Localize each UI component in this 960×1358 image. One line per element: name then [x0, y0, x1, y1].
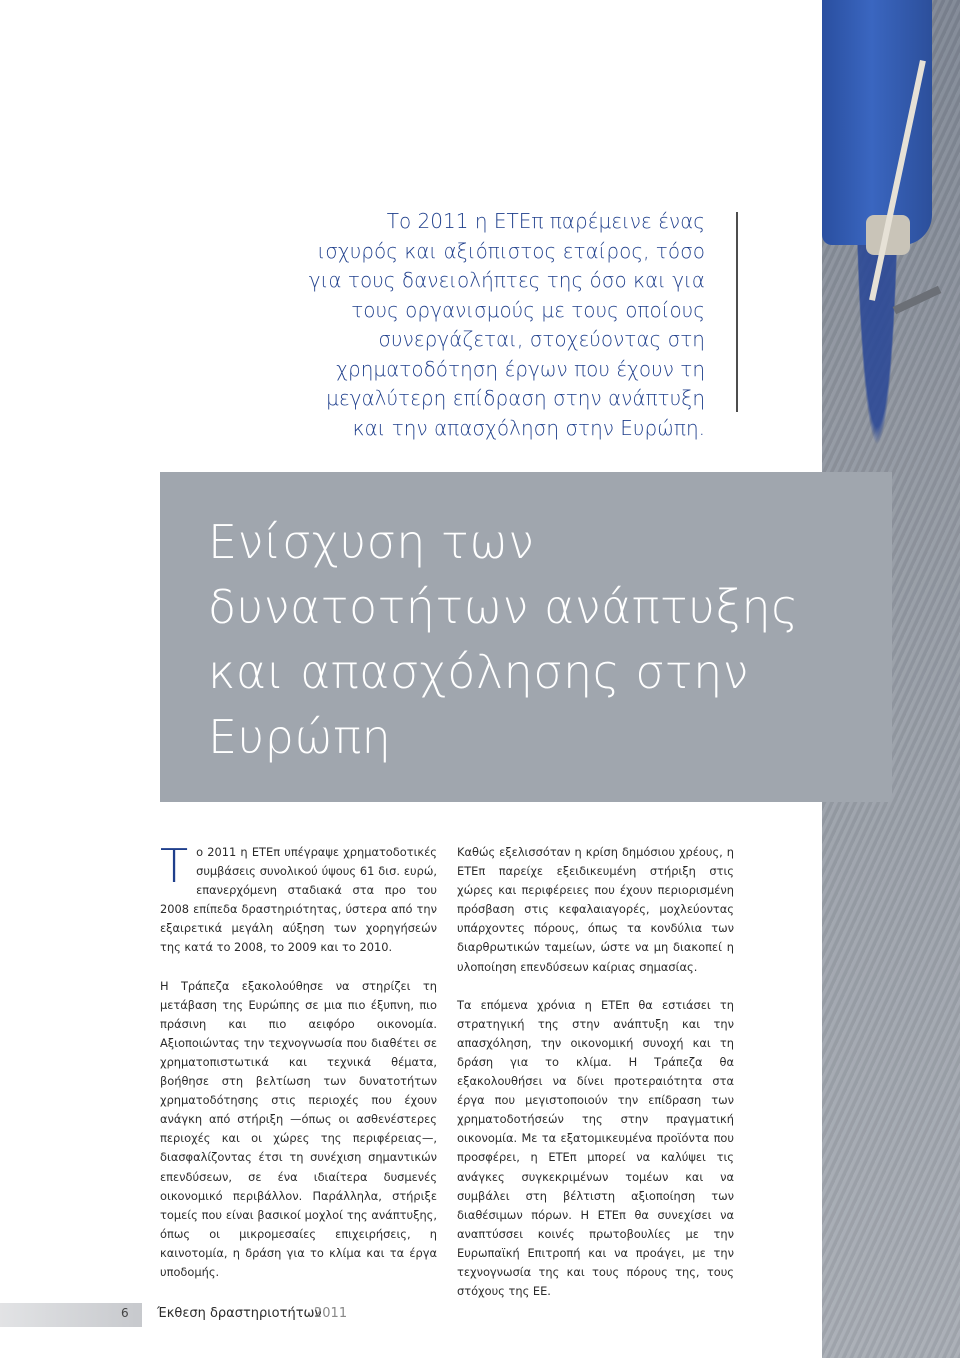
- right-paragraph-2: Τα επόμενα χρόνια η ΕΤΕπ θα εστιάσει τη στρατηγική της στην ανάπτυξη και την απασχόληση, την οικονομική συνοχή και τη δράση για το κλίμα. Η Τράπεζα θα εξακολουθήσει να δίνει προτεραιότητα στα έργα που μεγιστοποιούν την επίδραση των χρηματοδοτήσεών της στην πραγματική οικονομία. Με τα εξατομικευμένα προϊόντα που προσφέρει, η ΕΤΕπ μπορεί να καλύψει τις ανάγκες συγκεκριμένων τομέων και να συμβάλει στη βέλτιστη αξιοποίηση των διαθέσιμων πόρων. Η ΕΤΕπ θα συνεχίσει να αναπτύσσει κοινές πρωτοβουλίες με την Ευρωπαϊκή Επιτροπή και να προάγει, με την τεχνογνωσία της και τους πόρους της, τους στόχους της ΕΕ.: [457, 997, 734, 1299]
- tool-head-image: [893, 286, 942, 314]
- intro-divider: [736, 212, 738, 412]
- section-title-box: [160, 472, 892, 802]
- section-title-line-3: και απασχόλησης στην: [208, 645, 749, 699]
- page-number: 6: [121, 1306, 129, 1320]
- left-paragraph-1: [160, 839, 437, 958]
- section-title-line-1: Ενίσχυση των: [208, 515, 535, 569]
- left-paragraph-1-text: ο 2011 η ΕΤΕπ υπέγραψε χρηματοδοτικές συμβάσεις συνολικού ύψους 61 δισ. ευρώ, επανερχόμενη σταδιακά στα προ του 2008 επίπεδα δραστηριότητας, ύστερα από την εξαιρετικά μεγάλη αύξηση των χορηγήσεών της κατά το 2008, το 2009 και το 2010.: [160, 845, 437, 955]
- right-paragraph-1: Καθώς εξελισσόταν η κρίση δημόσιου χρέους, η ΕΤΕπ παρείχε εξειδικευμένη στήριξη στις χώρες και περιφέρειες που έχουν περιορισμένη πρόσβαση στις κεφαλαιαγορές, μοχλεύοντας υπάρχοντες πόρους, όπως τα κονδύλια των διαρθρωτικών ταμείων, ώστε να μη διακοπεί η υλοποίηση επενδύσεων καίριας σημασίας.: [457, 845, 734, 974]
- left-column: [160, 839, 437, 1301]
- worker-leg-image: [822, 0, 932, 245]
- footer-year: 2011: [314, 1306, 348, 1321]
- section-title-line-4: Ευρώπη: [208, 710, 392, 764]
- section-title: [208, 510, 799, 770]
- left-paragraph-2: Η Τράπεζα εξακολούθησε να στηρίζει τη μετάβαση της Ευρώπης σε μια πιο έξυπνη, πιο πράσινη και πιο αειφόρο οικονομία. Αξιοποιώντας την τεχνογνωσία που διαθέτει σε χρηματοπιστωτικά και τεχνικά θέματα, βοήθησε στη βελτίωση των δυνατοτήτων χρηματοδότησης στις περιοχές που έχουν ανάγκη από στήριξη —όπως οι ασθενέστερες περιοχές και οι χώρες της περιφέρειας—, διασφαλίζοντας έτσι τη συνέχιση σημαντικών επενδύσεων, σε ένα ιδιαίτερα δυσμενές οικονομικό περιβάλλον. Παράλληλα, στήριξε τομείς που είναι βασικοί μοχλοί της ανάπτυξης, όπως οι μικρομεσαίες επιχειρήσεις, η καινοτομία, η δράση για το κλίμα και τα έργα υποδομής.: [160, 978, 437, 1279]
- section-title-line-2: δυνατοτήτων ανάπτυξης: [208, 580, 799, 634]
- drop-cap: Τ: [160, 839, 189, 893]
- right-column: [457, 843, 734, 1320]
- page-footer: [0, 1303, 960, 1327]
- intro-quote: Το 2011 η ΕΤΕπ παρέμεινε ένας ισχυρός και αξιόπιστος εταίρος, τόσο για τους δανειολήπτες της όσο και για τους οργανισμούς με τους οποίους συνεργάζεται, στοχεύοντας στη χρηματοδότηση έργων που έχουν τη μεγαλύτερη επίδραση στην ανάπτυξη και την απασχόληση στην Ευρώπη.: [308, 209, 705, 440]
- footer-title: Έκθεση δραστηριοτήτων: [157, 1306, 322, 1321]
